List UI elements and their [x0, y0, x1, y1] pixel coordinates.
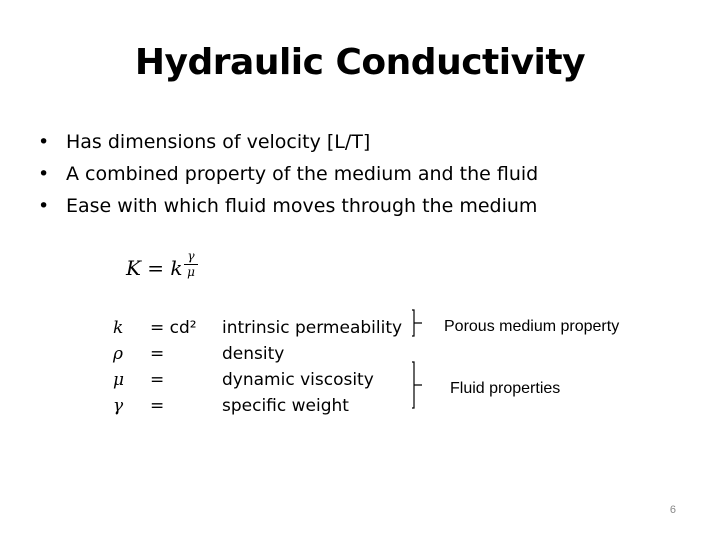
formula-lhs: K = k — [126, 256, 183, 280]
definition-row — [0, 396, 720, 422]
definition-meaning: specific weight — [222, 396, 349, 416]
bullet-dot: • — [38, 195, 50, 217]
definition-equals: = — [150, 344, 165, 364]
bullet-item — [38, 126, 538, 158]
definition-equals: = cd² — [150, 318, 197, 338]
group-label-fluid: Fluid properties — [450, 380, 561, 397]
grouping-brackets — [400, 300, 440, 420]
bullet-text: Has dimensions of velocity [L/T] — [66, 131, 371, 153]
definition-equals: = — [150, 396, 165, 416]
bullet-list — [38, 126, 538, 222]
definition-meaning: intrinsic permeability — [222, 318, 403, 338]
group-label-porous-medium: Porous medium property — [444, 318, 620, 335]
formula-numerator: γ — [187, 249, 195, 263]
definition-symbol: μ — [113, 370, 125, 390]
formula-fraction — [184, 250, 198, 279]
bullet-item — [38, 190, 538, 222]
definition-equals: = — [150, 370, 165, 390]
formula-denominator: μ — [187, 265, 195, 279]
bracket-medium — [412, 310, 422, 336]
slide-title: Hydraulic Conductivity — [134, 42, 586, 83]
definition-row — [0, 344, 720, 370]
definition-symbol: k — [113, 318, 124, 338]
page-number: 6 — [669, 504, 676, 516]
definition-symbol: ρ — [113, 344, 123, 364]
bullet-text: A combined property of the medium and the fluid — [66, 163, 539, 185]
bullet-text: Ease with which fluid moves through the medium — [66, 195, 538, 217]
bullet-dot: • — [38, 131, 50, 153]
definition-row — [0, 370, 720, 396]
bullet-dot: • — [38, 163, 50, 185]
definition-meaning: dynamic viscosity — [222, 370, 374, 390]
definition-symbol: γ — [113, 396, 124, 416]
definition-meaning: density — [222, 344, 285, 364]
bracket-fluid — [412, 362, 422, 408]
bullet-item — [38, 158, 538, 190]
